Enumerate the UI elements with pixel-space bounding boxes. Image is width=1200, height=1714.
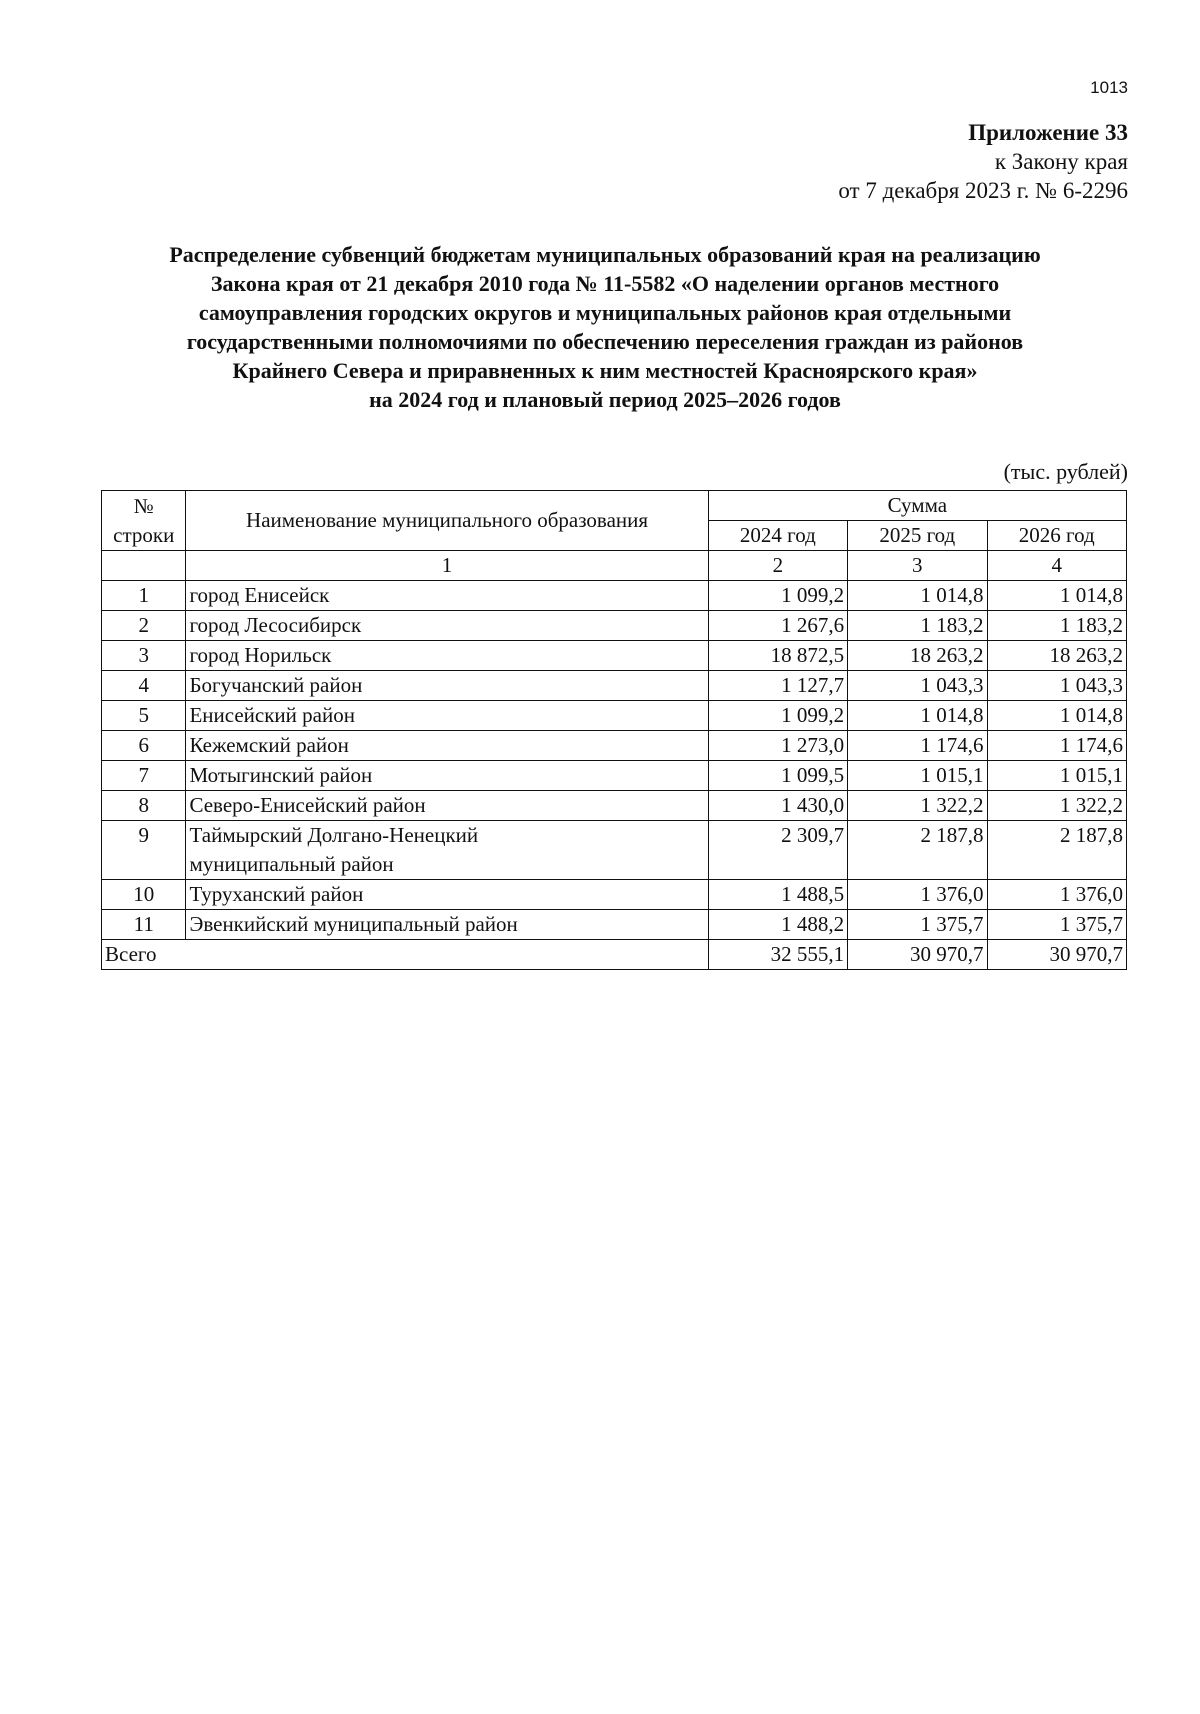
row-number: 11: [102, 910, 186, 940]
appendix-law-ref: к Закону края: [994, 149, 1128, 174]
units-label: (тыс. рублей): [1003, 459, 1128, 484]
table-row: [102, 701, 1127, 731]
value-2025: 1 014,8: [848, 581, 987, 611]
appendix-title: Приложение 33: [968, 120, 1128, 145]
value-2024: 2 309,7: [708, 821, 847, 880]
row-number: 6: [102, 731, 186, 761]
table-row: [102, 671, 1127, 701]
table-row: [102, 821, 1127, 880]
municipality-name: город Норильск: [186, 641, 708, 671]
municipality-name: Северо-Енисейский район: [186, 791, 708, 821]
column-index-row: [102, 551, 1127, 581]
title-line: на 2024 год и плановый период 2025–2026 годов: [369, 387, 841, 412]
header-municipality-name: Наименование муниципального образования: [186, 491, 708, 551]
appendix-header: [838, 118, 1128, 205]
table-row: [102, 641, 1127, 671]
row-number: 2: [102, 611, 186, 641]
municipality-name: Енисейский район: [186, 701, 708, 731]
value-2025: 1 174,6: [848, 731, 987, 761]
title-line: Закона края от 21 декабря 2010 года № 11-5582 «О наделении органов местного: [210, 271, 1000, 296]
title-line: самоуправления городских округов и муниципальных районов края отдельными: [198, 300, 1012, 325]
municipality-name: Кежемский район: [186, 731, 708, 761]
title-line: государственными полномочиями по обеспечению переселения граждан из районов: [186, 329, 1024, 354]
municipality-name: город Лесосибирск: [186, 611, 708, 641]
value-2024: 1 488,2: [708, 910, 847, 940]
value-2025: 1 015,1: [848, 761, 987, 791]
title-line: Крайнего Севера и приравненных к ним местностей Красноярского края»: [232, 358, 978, 383]
header-year-2024: 2024 год: [708, 521, 847, 551]
municipality-name-line: Таймырский Долгано-Ненецкий: [189, 823, 479, 847]
row-number: 5: [102, 701, 186, 731]
table-header-row: [102, 491, 1127, 521]
index-cell-empty: [102, 551, 186, 581]
value-2026: 2 187,8: [987, 821, 1127, 880]
header-num-symbol: №: [133, 493, 154, 518]
total-2025: 30 970,7: [848, 940, 987, 970]
table-row: [102, 910, 1127, 940]
table-row: [102, 611, 1127, 641]
value-2024: 1 127,7: [708, 671, 847, 701]
table-row: [102, 761, 1127, 791]
value-2025: 1 322,2: [848, 791, 987, 821]
value-2025: 2 187,8: [848, 821, 987, 880]
table-row: [102, 791, 1127, 821]
total-2024: 32 555,1: [708, 940, 847, 970]
table-row: [102, 581, 1127, 611]
value-2025: 18 263,2: [848, 641, 987, 671]
value-2025: 1 376,0: [848, 880, 987, 910]
value-2024: 1 273,0: [708, 731, 847, 761]
municipality-name: Эвенкийский муниципальный район: [186, 910, 708, 940]
municipality-name: Туруханский район: [186, 880, 708, 910]
value-2025: 1 183,2: [848, 611, 987, 641]
appendix-date-ref: от 7 декабря 2023 г. № 6-2296: [838, 178, 1128, 203]
municipality-name: Богучанский район: [186, 671, 708, 701]
index-cell: 1: [186, 551, 708, 581]
row-number: 4: [102, 671, 186, 701]
value-2026: 1 174,6: [987, 731, 1127, 761]
index-cell: 4: [987, 551, 1127, 581]
value-2026: 1 322,2: [987, 791, 1127, 821]
value-2025: 1 014,8: [848, 701, 987, 731]
row-number: 10: [102, 880, 186, 910]
value-2024: 18 872,5: [708, 641, 847, 671]
row-number: 7: [102, 761, 186, 791]
municipality-name: [186, 821, 708, 880]
total-label: Всего: [102, 940, 709, 970]
value-2026: 1 375,7: [987, 910, 1127, 940]
index-cell: 2: [708, 551, 847, 581]
municipality-name: город Енисейск: [186, 581, 708, 611]
value-2025: 1 375,7: [848, 910, 987, 940]
value-2026: 1 014,8: [987, 701, 1127, 731]
subsidy-table: [101, 490, 1127, 970]
table-row: [102, 880, 1127, 910]
total-2026: 30 970,7: [987, 940, 1127, 970]
value-2026: 1 376,0: [987, 880, 1127, 910]
value-2026: 1 014,8: [987, 581, 1127, 611]
header-row-number: [102, 491, 186, 551]
index-cell: 3: [848, 551, 987, 581]
header-year-2025: 2025 год: [848, 521, 987, 551]
header-num-word: строки: [113, 522, 175, 547]
row-number: 9: [102, 821, 186, 880]
page-number: 1013: [1090, 78, 1128, 97]
value-2025: 1 043,3: [848, 671, 987, 701]
document-title: [100, 240, 1110, 414]
value-2024: 1 099,2: [708, 581, 847, 611]
row-number: 8: [102, 791, 186, 821]
row-number: 1: [102, 581, 186, 611]
value-2024: 1 099,2: [708, 701, 847, 731]
value-2026: 18 263,2: [987, 641, 1127, 671]
table-row: [102, 731, 1127, 761]
value-2026: 1 183,2: [987, 611, 1127, 641]
header-sum: Сумма: [708, 491, 1126, 521]
value-2024: 1 267,6: [708, 611, 847, 641]
value-2024: 1 099,5: [708, 761, 847, 791]
value-2024: 1 430,0: [708, 791, 847, 821]
value-2024: 1 488,5: [708, 880, 847, 910]
municipality-name-line: муниципальный район: [189, 852, 394, 876]
value-2026: 1 015,1: [987, 761, 1127, 791]
row-number: 3: [102, 641, 186, 671]
value-2026: 1 043,3: [987, 671, 1127, 701]
header-year-2026: 2026 год: [987, 521, 1127, 551]
municipality-name: Мотыгинский район: [186, 761, 708, 791]
title-line: Распределение субвенций бюджетам муниципальных образований края на реализацию: [169, 242, 1041, 267]
total-row: [102, 940, 1127, 970]
